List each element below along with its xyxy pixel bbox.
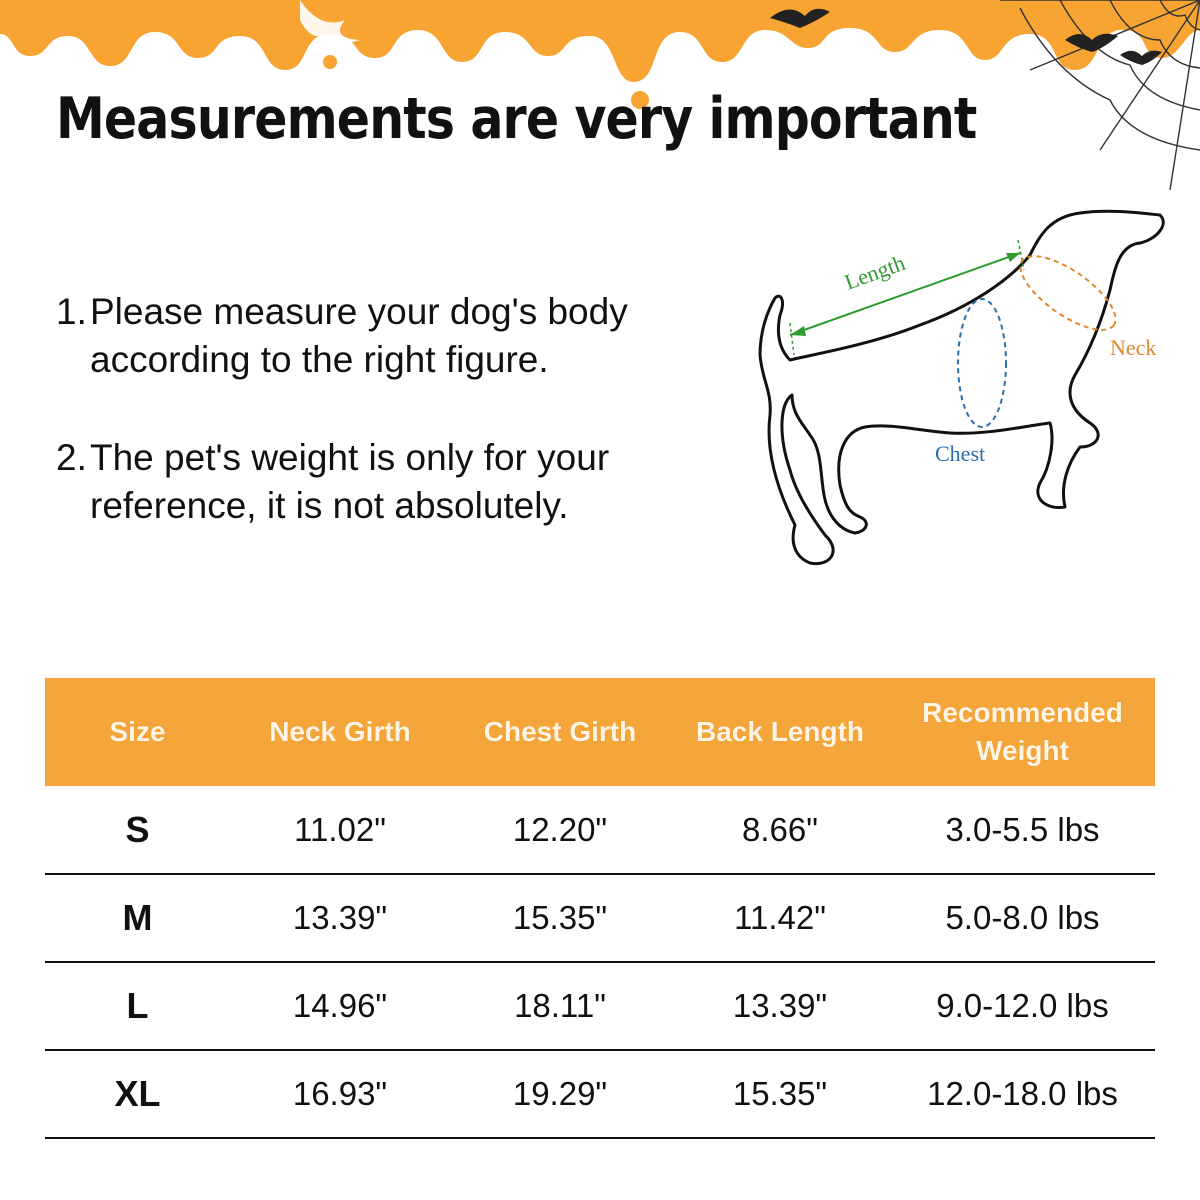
header-recommended-weight: Recommended Weight bbox=[922, 697, 1123, 766]
cell-weight: 3.0-5.5 lbs bbox=[945, 810, 1100, 848]
table-header-row bbox=[45, 678, 1155, 786]
instruction-line: according to the right figure. bbox=[90, 339, 549, 380]
instruction-weight bbox=[56, 434, 756, 530]
cell-weight: 9.0-12.0 lbs bbox=[936, 987, 1109, 1024]
dog-outline bbox=[760, 211, 1163, 563]
instruction-number: 2. bbox=[56, 437, 87, 478]
chest-label: Chest bbox=[935, 441, 986, 466]
table-row bbox=[45, 1050, 1155, 1138]
instruction-line: The pet's weight is only for your bbox=[90, 437, 610, 478]
instruction-line: Please measure your dog's body bbox=[90, 291, 628, 332]
instruction-number: 1. bbox=[56, 291, 87, 332]
cell-weight: 12.0-18.0 lbs bbox=[927, 1075, 1118, 1112]
cell-chest-girth: 19.29" bbox=[512, 1075, 608, 1112]
header-neck-girth: Neck Girth bbox=[269, 716, 411, 747]
cell-back-length: 15.35" bbox=[732, 1075, 828, 1112]
header-chest-girth: Chest Girth bbox=[483, 716, 637, 747]
table-row bbox=[45, 874, 1155, 962]
cell-chest-girth: 12.20" bbox=[512, 810, 608, 848]
length-label: Length bbox=[841, 249, 909, 295]
cell-neck-girth: 11.02" bbox=[294, 810, 386, 848]
cell-chest-girth: 15.35" bbox=[512, 899, 608, 936]
cell-size: XL bbox=[114, 1073, 161, 1114]
dog-measurement-figure bbox=[750, 195, 1180, 585]
cell-weight: 5.0-8.0 lbs bbox=[945, 899, 1100, 936]
table-row bbox=[45, 962, 1155, 1050]
cell-size: L bbox=[126, 985, 149, 1026]
cell-neck-girth: 16.93" bbox=[292, 1075, 388, 1112]
cell-size: S bbox=[125, 808, 150, 850]
cell-back-length: 13.39" bbox=[732, 987, 828, 1024]
cell-neck-girth: 13.39" bbox=[292, 899, 388, 936]
table-row bbox=[45, 786, 1155, 874]
spider-web-decoration bbox=[970, 0, 1200, 190]
instruction-line: reference, it is not absolutely. bbox=[90, 485, 569, 526]
page-title: Measurements are very important bbox=[56, 86, 977, 152]
neck-label: Neck bbox=[1110, 335, 1157, 360]
cell-neck-girth: 14.96" bbox=[292, 987, 388, 1024]
cell-back-length: 11.42" bbox=[734, 899, 826, 936]
cell-chest-girth: 18.11" bbox=[514, 987, 606, 1024]
instruction-measure bbox=[56, 288, 756, 384]
size-chart-table bbox=[45, 678, 1155, 1139]
cell-size: M bbox=[122, 897, 153, 938]
cell-back-length: 8.66" bbox=[742, 810, 818, 848]
header-back-length: Back Length bbox=[695, 716, 865, 747]
header-size: Size bbox=[109, 716, 166, 747]
